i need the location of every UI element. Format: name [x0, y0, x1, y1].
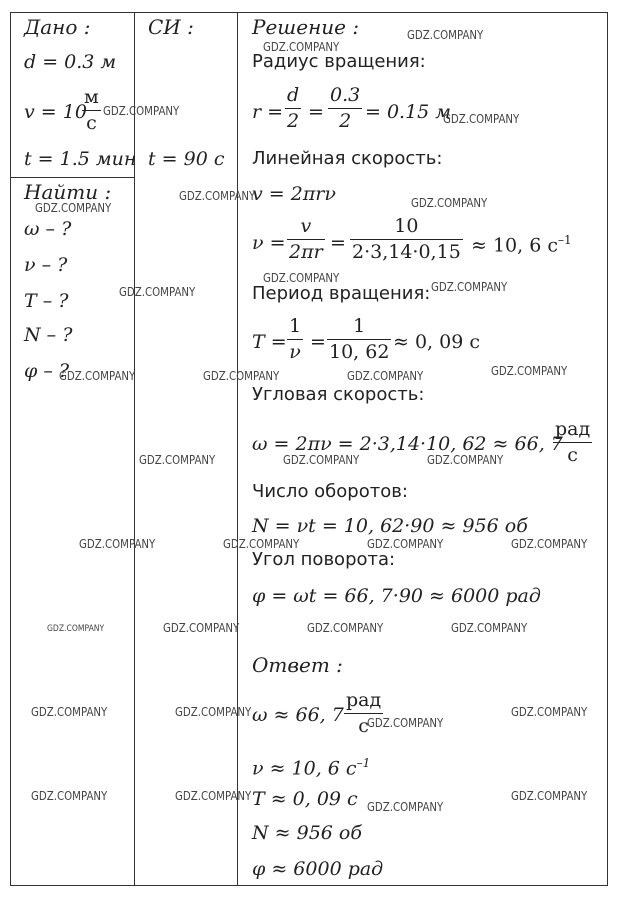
period-title: Период вращения:: [252, 283, 431, 304]
given-t: t = 1.5 мин: [24, 148, 137, 170]
watermark: GDZ.COMPANY: [451, 621, 528, 635]
given-v-unit-num: м: [84, 86, 99, 108]
turns-title: Число оборотов:: [252, 481, 408, 502]
si-t: t = 90 с: [148, 148, 225, 170]
watermark: GDZ.COMPANY: [139, 453, 216, 467]
fraction-numerator: 0.3: [330, 84, 361, 106]
given-header: Дано :: [24, 15, 91, 39]
watermark: GDZ.COMPANY: [119, 285, 196, 299]
nu-result: [471, 234, 572, 255]
answer-phi: φ ≈ 6000 рад: [252, 858, 384, 880]
given-v: v = 10: [24, 101, 87, 123]
fraction-denominator: 10, 62: [329, 341, 390, 363]
watermark: GDZ.COMPANY: [263, 40, 340, 54]
watermark: GDZ.COMPANY: [511, 537, 588, 551]
watermark: GDZ.COMPANY: [263, 271, 340, 285]
si-header: СИ :: [148, 15, 194, 39]
fraction-denominator: 2: [287, 110, 300, 132]
watermark: GDZ.COMPANY: [431, 280, 508, 294]
T-fraction-2: [327, 317, 391, 362]
fraction-denominator: с: [567, 444, 578, 466]
given-v-unit-den: с: [86, 112, 97, 134]
fraction-denominator: 2πr: [289, 241, 323, 263]
column-divider-given: [134, 12, 135, 886]
radius-result: = 0.15 м: [365, 101, 452, 123]
find-item: φ – ?: [24, 360, 70, 382]
watermark: GDZ.COMPANY: [103, 104, 180, 118]
watermark: GDZ.COMPANY: [511, 789, 588, 803]
watermark: GDZ.COMPANY: [283, 453, 360, 467]
watermark: GDZ.COMPANY: [79, 537, 156, 551]
watermark: GDZ.COMPANY: [411, 196, 488, 210]
given-v-unit: [82, 88, 101, 133]
watermark: GDZ.COMPANY: [223, 537, 300, 551]
fraction-numerator: рад: [346, 689, 382, 711]
nu-eq: =: [330, 232, 346, 254]
watermark: GDZ.COMPANY: [347, 369, 424, 383]
omega-unit: [553, 420, 592, 465]
watermark: GDZ.COMPANY: [307, 621, 384, 635]
answer-T: T ≈ 0, 09 с: [252, 788, 358, 810]
answer-nu-exponent: –1: [356, 756, 371, 770]
angular-title: Угловая скорость:: [252, 384, 425, 405]
watermark: GDZ.COMPANY: [59, 369, 136, 383]
watermark: GDZ.COMPANY: [427, 453, 504, 467]
find-item: N – ?: [24, 324, 73, 346]
nu-lhs: ν =: [252, 232, 286, 254]
angle-title: Угол поворота:: [252, 549, 396, 570]
T-eq: =: [310, 331, 326, 353]
nu-result-exponent: –1: [557, 233, 572, 247]
watermark: GDZ.COMPANY: [203, 369, 280, 383]
fraction-numerator: d: [287, 84, 300, 106]
find-header: Найти :: [24, 180, 112, 204]
fraction-numerator: v: [300, 215, 312, 237]
watermark: GDZ.COMPANY: [491, 364, 568, 378]
given-find-divider: [10, 177, 135, 178]
v-formula: v = 2πrν: [252, 183, 336, 205]
fraction-denominator: 2·3,14·0,15: [352, 241, 461, 263]
given-d: d = 0.3 м: [24, 51, 117, 73]
solution-header: Решение :: [252, 15, 360, 39]
fraction-numerator: 1: [289, 315, 302, 337]
answer-nu: [252, 757, 370, 778]
linear-title: Линейная скорость:: [252, 148, 443, 169]
watermark: GDZ.COMPANY: [31, 705, 108, 719]
watermark: GDZ.COMPANY: [511, 705, 588, 719]
T-result: ≈ 0, 09 с: [393, 331, 480, 353]
answer-title: Ответ :: [252, 653, 343, 677]
radius-fraction-1: [285, 86, 301, 131]
find-item: ω – ?: [24, 218, 72, 240]
watermark: GDZ.COMPANY: [367, 537, 444, 551]
watermark: GDZ.COMPANY: [367, 716, 444, 730]
find-item: T – ?: [24, 290, 69, 312]
answer-omega: ω ≈ 66, 7: [252, 704, 344, 726]
answer-nu-value: ν ≈ 10, 6 с: [252, 757, 357, 780]
T-fraction-1: [287, 317, 303, 362]
watermark: GDZ.COMPANY: [407, 28, 484, 42]
watermark: GDZ.COMPANY: [367, 800, 444, 814]
omega-formula: ω = 2πν = 2·3,14·10, 62 ≈ 66, 7: [252, 433, 563, 455]
watermark: GDZ.COMPANY: [443, 112, 520, 126]
watermark: GDZ.COMPANY: [31, 789, 108, 803]
T-lhs: T =: [252, 331, 287, 353]
fraction-denominator: 2: [339, 110, 352, 132]
N-formula: N = νt = 10, 62·90 ≈ 956 об: [252, 515, 528, 537]
watermark: GDZ.COMPANY: [179, 189, 256, 203]
answer-N: N ≈ 956 об: [252, 822, 362, 844]
fraction-numerator: 1: [353, 315, 366, 337]
radius-eq: =: [308, 101, 324, 123]
watermark: GDZ.COMPANY: [47, 624, 105, 634]
radius-title: Радиус вращения:: [252, 51, 426, 72]
watermark: GDZ.COMPANY: [175, 789, 252, 803]
nu-result-value: ≈ 10, 6 с: [471, 234, 558, 257]
radius-fraction-2: [328, 86, 362, 131]
nu-fraction-2: [350, 217, 463, 262]
phi-formula: φ = ωt = 66, 7·90 ≈ 6000 рад: [252, 585, 541, 607]
find-item: ν – ?: [24, 254, 68, 276]
watermark: GDZ.COMPANY: [175, 705, 252, 719]
nu-fraction-1: [287, 217, 325, 262]
fraction-denominator: с: [358, 715, 369, 737]
radius-lhs: r =: [252, 101, 284, 123]
column-divider-si: [237, 12, 238, 886]
watermark: GDZ.COMPANY: [35, 201, 112, 215]
fraction-numerator: 10: [394, 215, 419, 237]
fraction-denominator: ν: [289, 341, 301, 363]
watermark: GDZ.COMPANY: [163, 621, 240, 635]
fraction-numerator: рад: [555, 418, 591, 440]
